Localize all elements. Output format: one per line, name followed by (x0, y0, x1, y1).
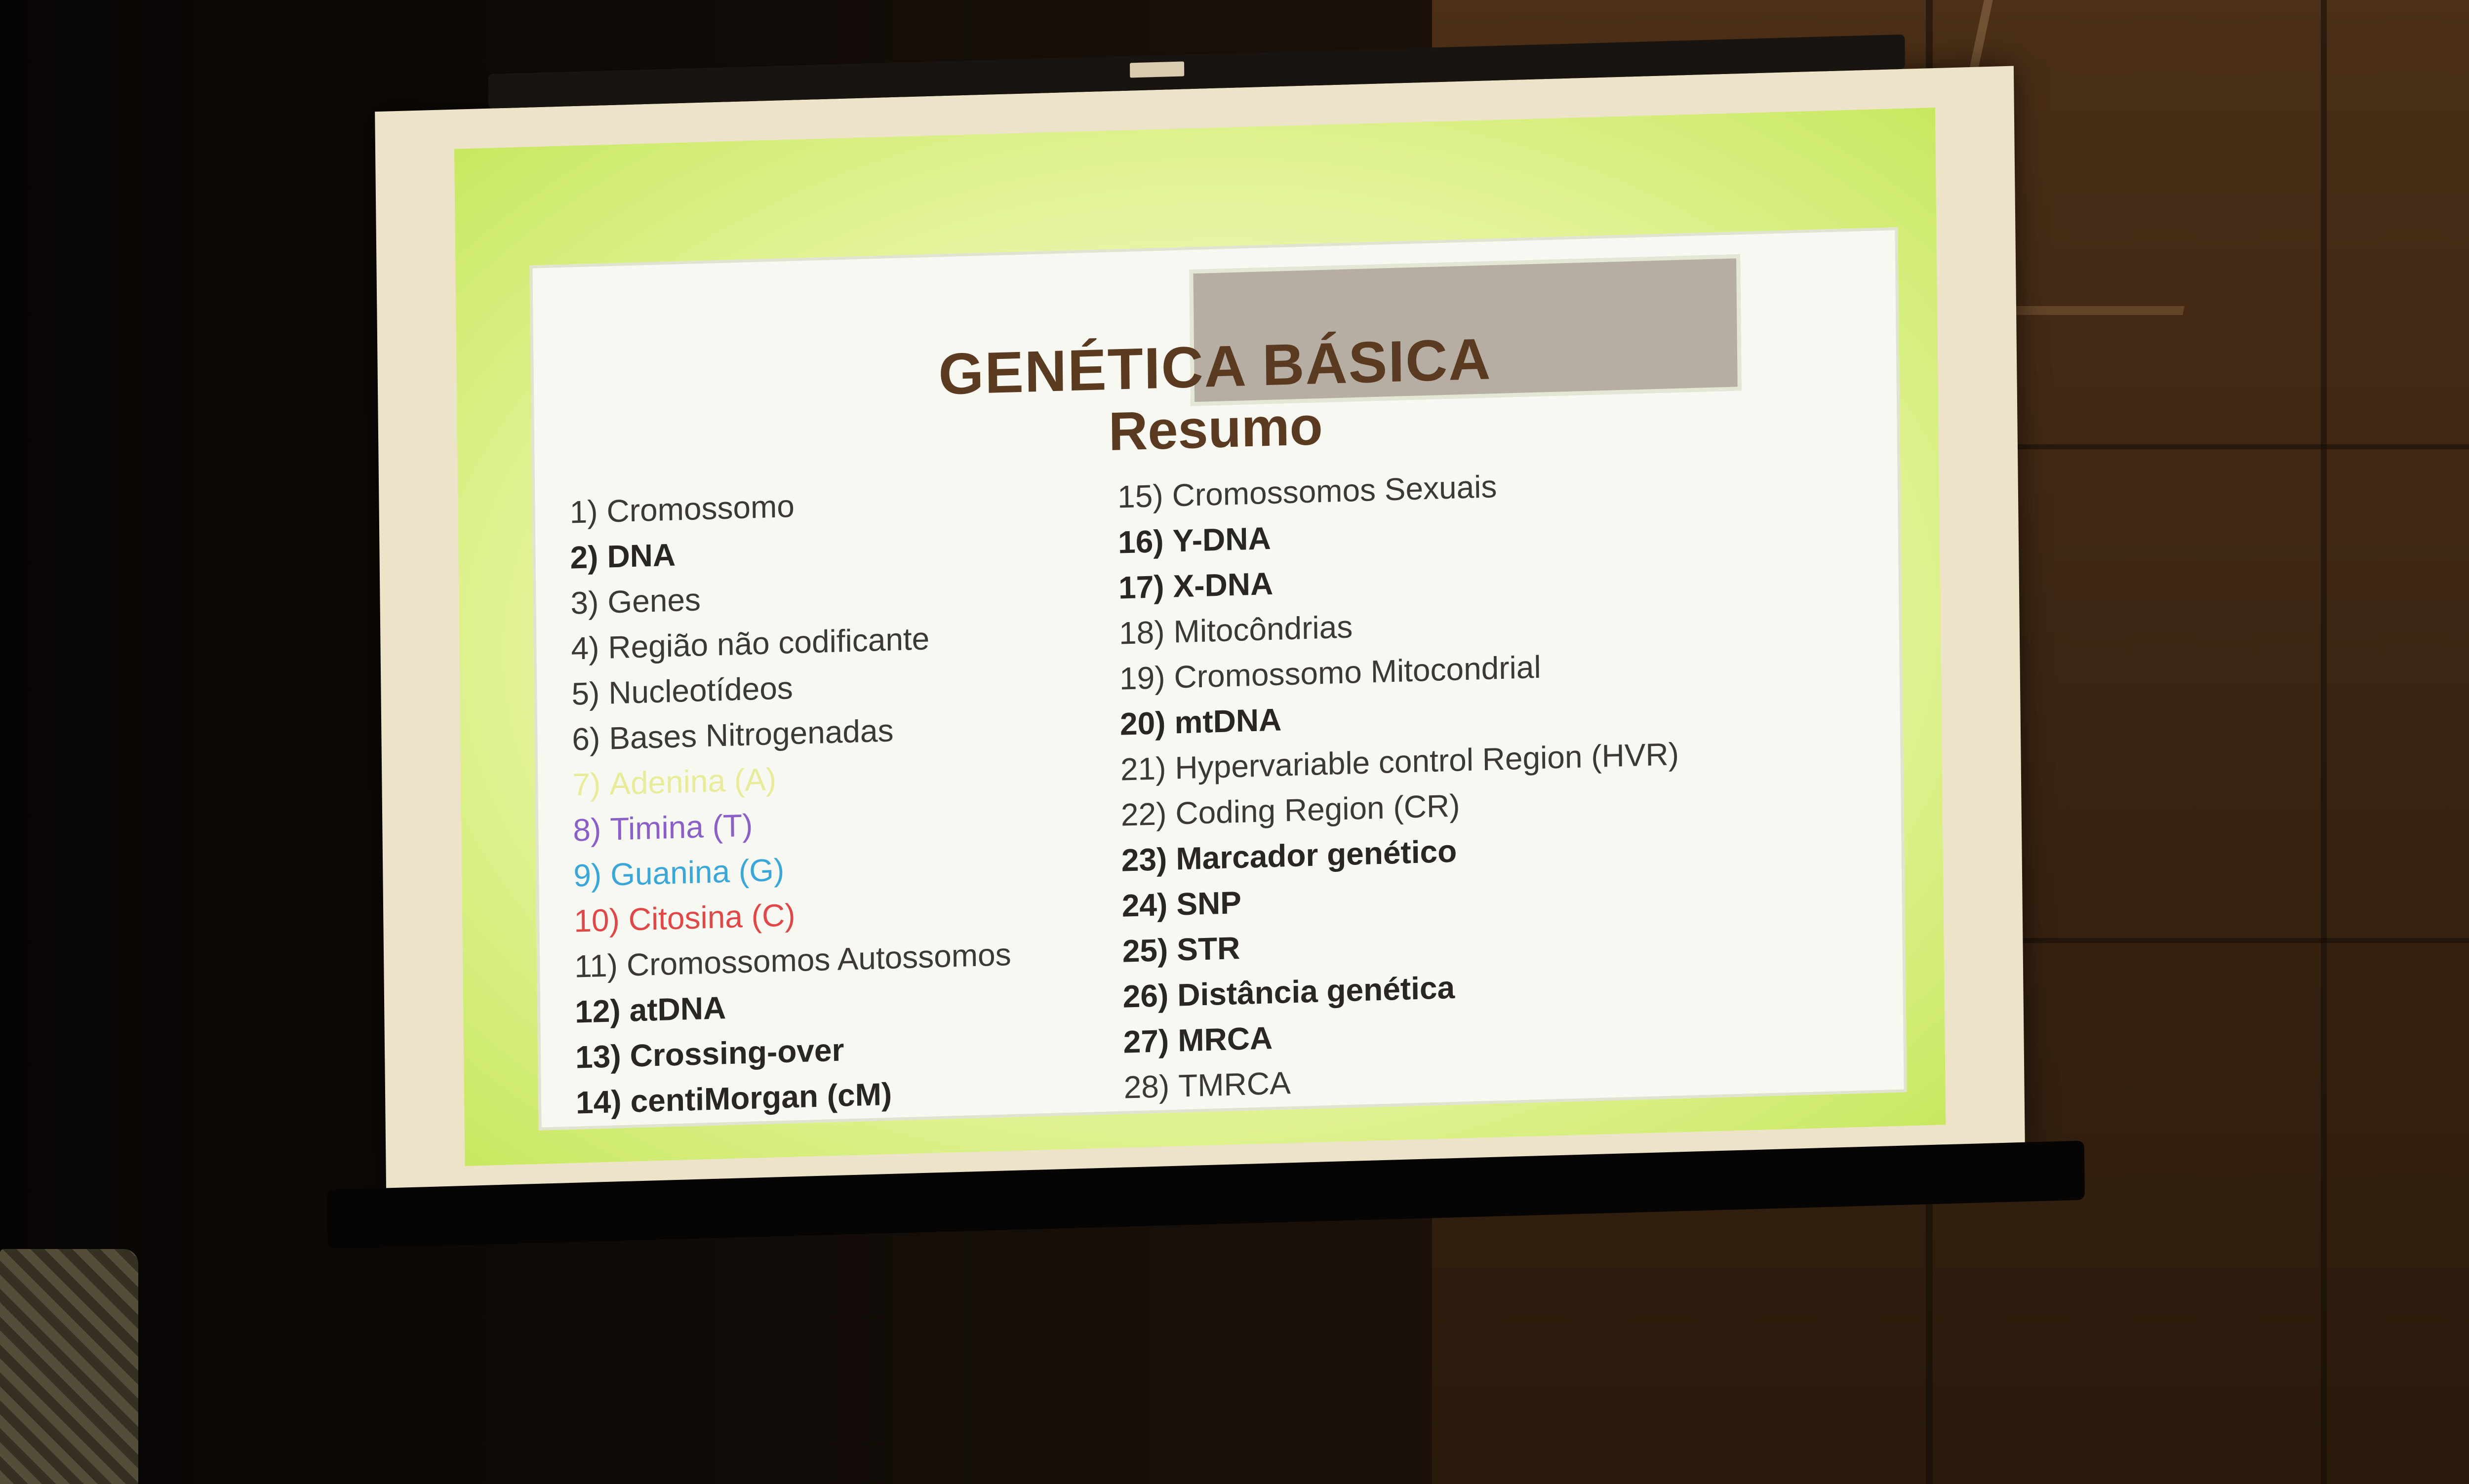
slide-subtitle: Resumo (1108, 395, 1323, 463)
topic-label: Crossing-over (630, 1032, 844, 1074)
topic-label: TMRCA (1178, 1065, 1291, 1104)
topic-label: Guanina (G) (610, 852, 785, 893)
topic-label: Genes (607, 582, 701, 620)
topic-number: 20) (1119, 705, 1166, 742)
topic-label: Adenina (A) (609, 761, 777, 802)
screen-fabric (375, 66, 2025, 1198)
topic-number: 22) (1120, 796, 1167, 833)
topic-number: 25) (1122, 932, 1168, 969)
topic-number: 26) (1122, 977, 1169, 1015)
topic-number: 17) (1118, 568, 1164, 606)
topic-number: 24) (1121, 887, 1168, 924)
topic-number: 19) (1119, 660, 1165, 697)
topic-label: Y-DNA (1172, 520, 1272, 559)
chair-back (0, 1249, 138, 1484)
topic-number: 18) (1118, 614, 1165, 651)
topic-number: 2) (570, 539, 598, 576)
topic-number: 10) (573, 902, 620, 939)
topic-number: 21) (1120, 750, 1166, 787)
topic-label: DNA (607, 537, 676, 575)
topic-label: Hypervariable control Region (HVR) (1175, 736, 1679, 786)
topic-label: Cromossomo Mitocondrial (1174, 649, 1541, 695)
topic-label: Mitocôndrias (1173, 609, 1353, 650)
slide-content-card (529, 227, 1907, 1131)
topic-label: atDNA (629, 990, 726, 1028)
topic-label: MRCA (1177, 1020, 1273, 1058)
topic-number: 1) (569, 493, 598, 530)
topic-number: 14) (575, 1084, 622, 1121)
topic-label: centiMorgan (cM) (630, 1076, 892, 1119)
topic-number: 8) (573, 812, 601, 848)
topic-number: 13) (575, 1038, 622, 1075)
topic-number: 16) (1117, 523, 1164, 560)
topic-label: Cromossomos Sexuais (1172, 469, 1497, 513)
topic-label: Nucleotídeos (608, 670, 794, 711)
topic-number: 3) (570, 584, 599, 621)
projection-screen (375, 51, 2025, 1208)
topic-label: Timina (T) (609, 807, 753, 847)
topic-number: 27) (1123, 1023, 1169, 1060)
topic-number: 9) (573, 857, 602, 894)
brand-label (1130, 61, 1184, 78)
topic-label: SNP (1176, 884, 1242, 922)
topic-number: 5) (571, 675, 600, 712)
topic-number: 4) (571, 629, 599, 666)
topic-label: Cromossomos Autossomos (626, 936, 1011, 983)
topic-label: Coding Region (CR) (1175, 787, 1460, 831)
topic-label: Marcador genético (1175, 833, 1457, 877)
wall-seam (2321, 0, 2327, 1484)
topic-label: Cromossomo (606, 488, 795, 529)
topic-number: 6) (572, 720, 600, 757)
topic-label: X-DNA (1173, 565, 1274, 604)
topic-number: 28) (1123, 1068, 1170, 1105)
topic-label: mtDNA (1174, 702, 1282, 741)
topic-list-right (1117, 453, 1894, 1110)
topic-label: Distância genética (1177, 969, 1455, 1013)
slide-title: GENÉTICA BÁSICA (938, 326, 1492, 407)
topic-number: 15) (1117, 477, 1164, 515)
topic-number: 23) (1121, 841, 1167, 878)
topic-label: STR (1176, 930, 1240, 968)
topic-list-left (569, 474, 1119, 1126)
projected-slide (454, 108, 1946, 1166)
topic-label: Citosina (C) (628, 897, 796, 937)
topic-number: 7) (572, 766, 601, 803)
topic-number: 11) (574, 947, 618, 984)
topic-label: Bases Nitrogenadas (608, 712, 894, 756)
topic-number: 12) (574, 993, 621, 1030)
topic-label: Região não codificante (608, 621, 930, 665)
